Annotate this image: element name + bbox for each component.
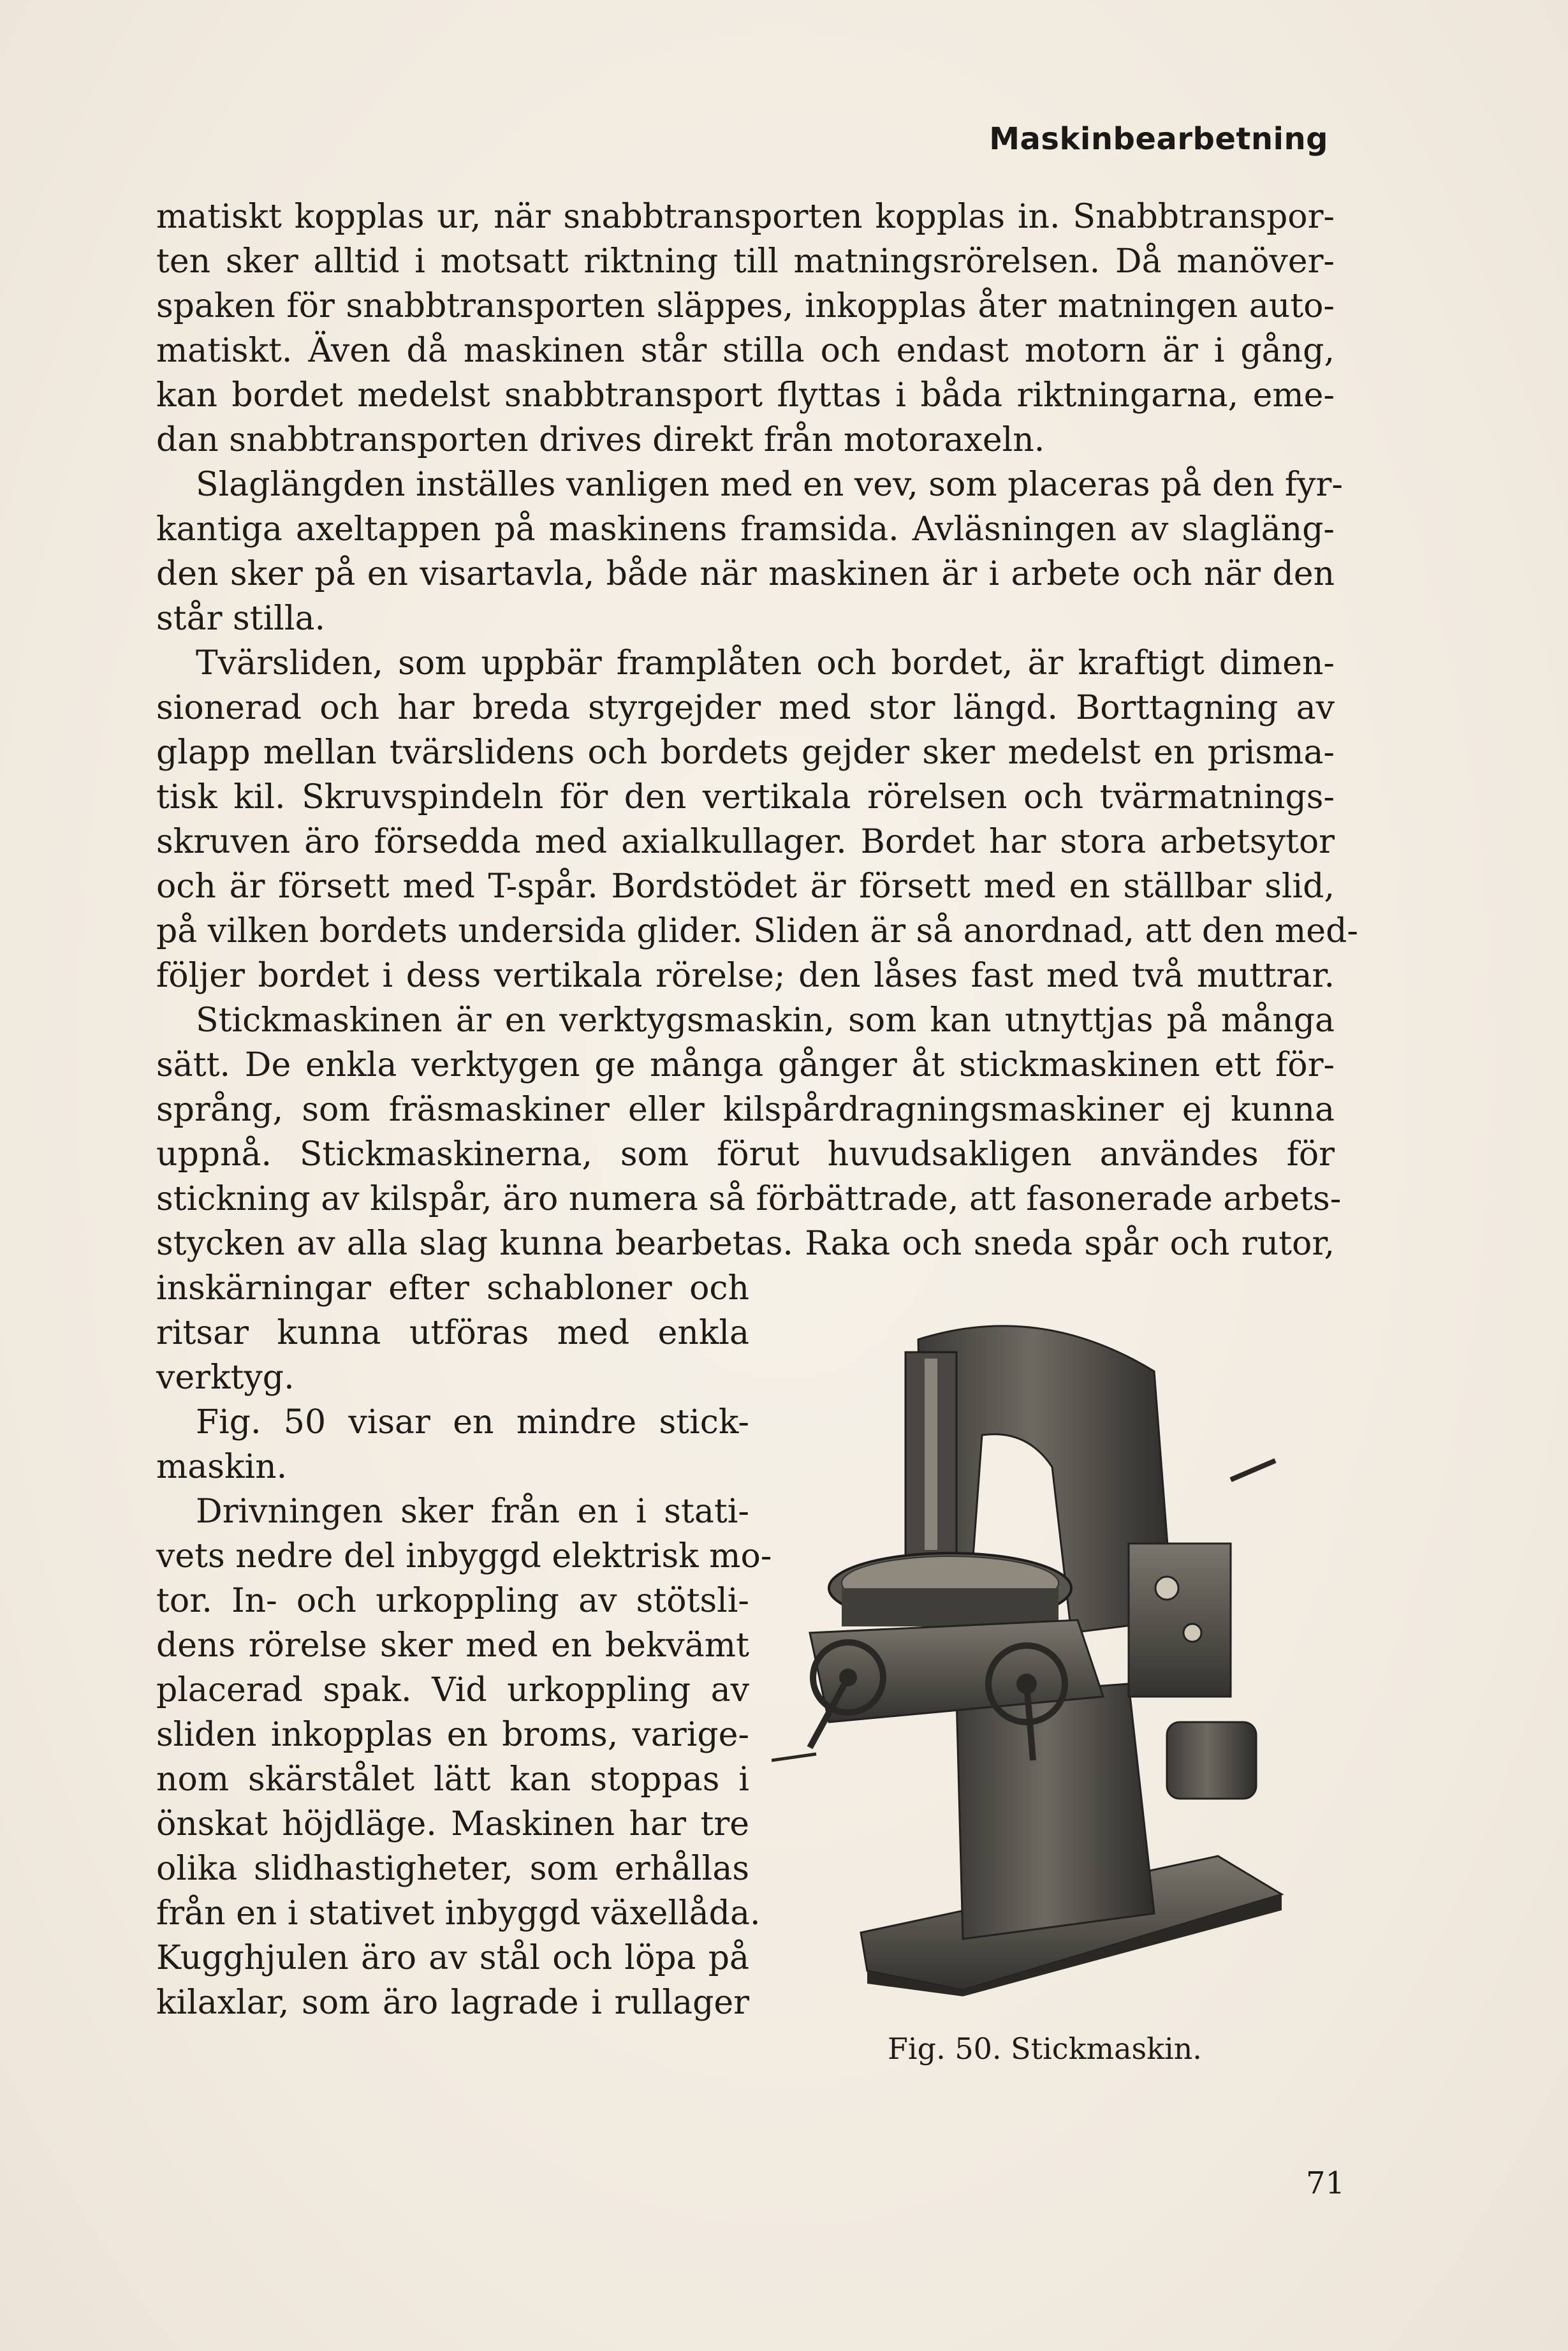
text-line: Drivningen sker från en i stati-: [196, 1492, 749, 1531]
text-line: Slaglängden inställes vanligen med en vev, som placeras på den fyr-: [196, 466, 1343, 504]
text-line: placerad spak. Vid urkoppling av: [156, 1671, 749, 1709]
text-line: Stickmaskinen är en verktygsmaskin, som kan utnyttjas på många: [196, 1001, 1335, 1040]
text-line: kilaxlar, som äro lagrade i rullager: [156, 1984, 749, 2022]
text-line: nom skärstålet lätt kan stoppas i: [156, 1760, 749, 1799]
text-line: vets nedre del inbyggd elektrisk mo-: [156, 1537, 772, 1575]
text-line: önskat höjdläge. Maskinen har tre: [156, 1805, 749, 1843]
text-line: kantiga axeltappen på maskinens framsida. Avläsningen av slagläng-: [156, 510, 1335, 549]
text-line: stickning av kilspår, äro numera så förbättrade, att fasonerade arbets-: [156, 1180, 1342, 1218]
text-line: den sker på en visartavla, både när maskinen är i arbete och när den: [156, 555, 1335, 593]
text-line: tor. In- och urkoppling av stötsli-: [156, 1582, 749, 1620]
text-line: spaken för snabbtransporten släppes, inkopplas åter matningen auto-: [156, 287, 1335, 325]
text-line: ten sker alltid i motsatt riktning till matningsrörelsen. Då manöver-: [156, 242, 1335, 281]
text-line: och är försett med T-spår. Bordstödet är försett med en ställbar slid,: [156, 867, 1335, 906]
text-line: inskärningar efter schabloner och: [156, 1269, 749, 1308]
page-number: 71: [1306, 2165, 1345, 2201]
text-line: står stilla.: [156, 600, 325, 638]
text-line: stycken av alla slag kunna bearbetas. Raka och sneda spår och rutor,: [156, 1225, 1335, 1263]
text-line: sätt. De enkla verktygen ge många gånger åt stickmaskinen ett för-: [156, 1046, 1335, 1084]
text-line: Fig. 50 visar en mindre stick-: [196, 1403, 749, 1441]
text-line: språng, som fräsmaskiner eller kilspårdragningsmaskiner ej kunna: [156, 1091, 1335, 1129]
text-line: följer bordet i dess vertikala rörelse; den låses fast med två muttrar.: [156, 957, 1335, 995]
text-line: ritsar kunna utföras med enkla: [156, 1314, 749, 1352]
text-line: matiskt kopplas ur, när snabbtransporten kopplas in. Snabbtranspor-: [156, 198, 1335, 236]
text-line: Tvärsliden, som uppbär framplåten och bordet, är kraftigt dimen-: [196, 644, 1335, 682]
figure-caption: Fig. 50. Stickmaskin.: [888, 2031, 1202, 2066]
text-line: glapp mellan tvärslidens och bordets gejder sker medelst en prisma-: [156, 733, 1335, 772]
text-line: verktyg.: [156, 1359, 295, 1397]
text-line: Kugghjulen äro av stål och löpa på: [156, 1939, 749, 1977]
slotting-machine-illustration: [772, 1301, 1288, 1996]
text-line: uppnå. Stickmaskinerna, som förut huvudsakligen användes för: [156, 1135, 1335, 1174]
text-line: skruven äro försedda med axialkullager. Bordet har stora arbetsytor: [156, 823, 1335, 861]
text-line: dens rörelse sker med en bekvämt: [156, 1626, 749, 1665]
text-line: från en i stativet inbyggd växellåda.: [156, 1894, 761, 1933]
text-line: sionerad och har breda styrgejder med stor längd. Borttagning av: [156, 689, 1335, 727]
text-line: olika slidhastigheter, som erhållas: [156, 1850, 749, 1888]
running-header: Maskinbearbetning: [989, 121, 1328, 157]
text-line: matiskt. Även då maskinen står stilla och endast motorn är i gång,: [156, 332, 1335, 370]
text-line: på vilken bordets undersida glider. Sliden är så anordnad, att den med-: [156, 912, 1358, 950]
text-line: maskin.: [156, 1448, 288, 1486]
text-line: tisk kil. Skruvspindeln för den vertikala rörelsen och tvärmatnings-: [156, 778, 1335, 816]
text-line: kan bordet medelst snabbtransport flyttas i båda riktningarna, eme-: [156, 376, 1335, 415]
text-line: sliden inkopplas en broms, varige-: [156, 1716, 749, 1754]
text-line: dan snabbtransporten drives direkt från motoraxeln.: [156, 421, 1045, 459]
